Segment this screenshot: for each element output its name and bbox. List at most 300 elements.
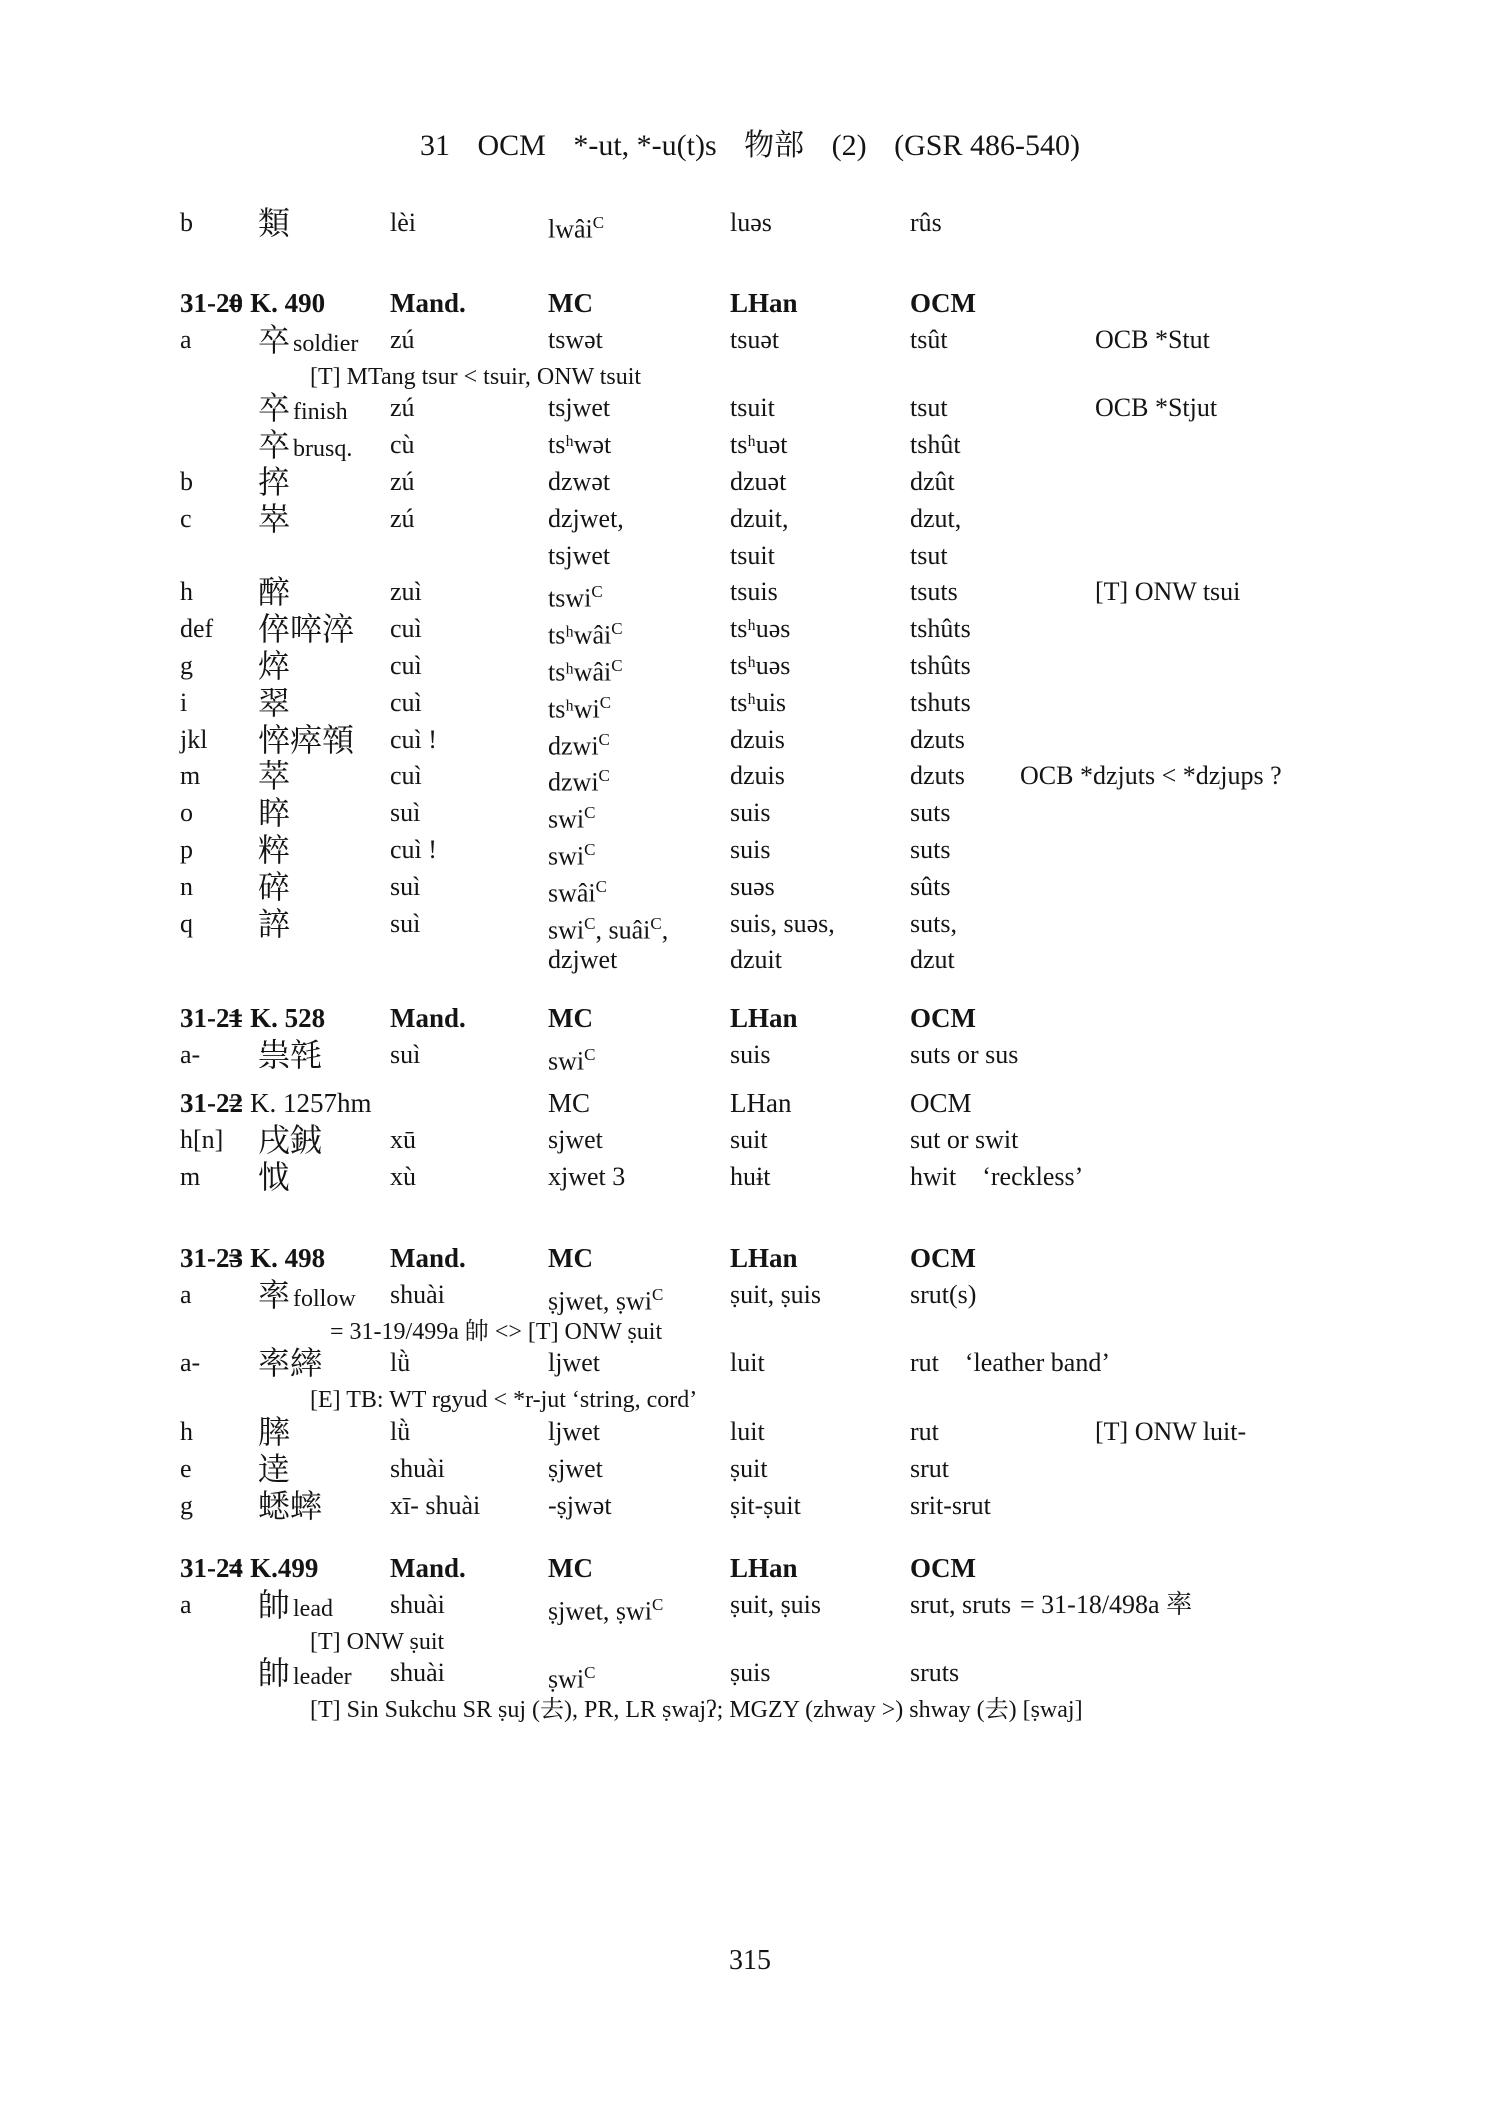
entry-mandarin: zú	[390, 324, 415, 354]
entry-row	[0, 1414, 1500, 1450]
entry-row	[0, 1692, 1500, 1722]
entry-ocm	[910, 795, 950, 831]
entry-key: i	[180, 687, 188, 717]
entry-key: c	[180, 503, 192, 533]
character-glyph: 碎	[258, 868, 291, 905]
entry-mandarin: suì	[390, 871, 421, 901]
entry-mandarin: suì	[390, 1039, 421, 1069]
entry-mandarin: shuài	[390, 1589, 445, 1619]
entry-comment: [T] MTang tsur < tsuir, ONW tsuit	[310, 363, 642, 390]
entry-lhan: tsuit	[730, 393, 775, 423]
entry-key: b	[180, 208, 193, 237]
entry-row	[0, 758, 1500, 798]
entry-mc: -ṣjwət	[548, 1490, 612, 1520]
col-mc: MC	[548, 1553, 593, 1583]
entry-row	[0, 1624, 1500, 1654]
character-glyph: 類	[258, 205, 291, 241]
ocm-form: srut(s)	[910, 1279, 977, 1309]
ocm-form: tshûts	[910, 651, 971, 680]
entry-note: [T] ONW tsui	[1095, 577, 1241, 607]
ocm-form: sut or swit	[910, 1124, 1019, 1154]
entry-lhan: dzuət	[730, 467, 787, 496]
entry-mandarin: shuài	[390, 1658, 445, 1688]
entry-lhan: dzuis	[730, 761, 785, 791]
ocm-form: tsût	[910, 324, 948, 354]
entry-row	[0, 464, 1500, 500]
character-glyph: 焠	[258, 648, 291, 684]
character-glyph: 卒	[258, 390, 291, 427]
entry-lhan: tsʰuəs	[730, 614, 791, 644]
entry-row	[0, 868, 1500, 908]
character-glyph: 戌銊	[258, 1121, 323, 1158]
entry-ocm	[910, 1451, 949, 1487]
entry-key: m	[180, 1161, 201, 1191]
entry-lhan: tsuit	[730, 540, 775, 570]
entry-row	[0, 684, 1500, 724]
entry-lhan: ṣuis	[730, 1658, 771, 1688]
entry-row	[0, 832, 1500, 871]
ocm-form: dzut	[910, 945, 955, 975]
entry-ocm	[910, 1037, 1018, 1073]
entry-mc: dzwət	[548, 467, 611, 496]
entry-character	[258, 1277, 356, 1317]
entry-row	[0, 1036, 1500, 1076]
entry-mc: ljwet	[548, 1348, 600, 1378]
ocm-gloss: ‘reckless’	[982, 1161, 1084, 1191]
karlgren-ref: = K. 528	[228, 1003, 326, 1033]
entry-character	[258, 1587, 333, 1627]
entry-lhan: luit	[730, 1417, 765, 1446]
entry-mc: ṣjwet, ṣwi$^C$	[548, 1284, 664, 1316]
karlgren-ref: = K. 498	[228, 1243, 326, 1273]
entry-comment: [E] TB: WT rgyud < *r-jut ‘string, cord’	[310, 1387, 698, 1414]
ocm-form: tshuts	[910, 687, 971, 717]
entry-key: o	[180, 798, 193, 828]
entry-note: = 31-18/498a 率	[1020, 1589, 1193, 1619]
entry-ocm	[910, 1587, 1011, 1623]
entry-mandarin: suì	[390, 908, 421, 938]
entry-row	[0, 721, 1500, 761]
entry-mandarin: suì	[390, 798, 421, 828]
entry-ocm	[910, 464, 955, 500]
entry-row	[0, 1382, 1500, 1412]
entry-mc: swi$^C$, suâi$^C$,	[548, 913, 669, 945]
entry-mc: lwâi$^C$	[548, 213, 605, 244]
entry-mandarin: shuài	[390, 1279, 445, 1309]
entry-ocm	[910, 1414, 939, 1450]
entry-ocm	[910, 1122, 1018, 1158]
entry-character	[258, 1122, 322, 1158]
col-ocm: OCM	[910, 1243, 976, 1273]
ocm-form: tsuts	[910, 577, 958, 607]
entry-ocm	[910, 1488, 991, 1524]
ocm-form: suts or sus	[910, 1039, 1019, 1069]
entry-key: b	[180, 467, 193, 496]
ocm-form: srut	[910, 1453, 949, 1483]
entry-mandarin: cuì	[390, 614, 422, 644]
section-number: 31-24	[180, 1553, 243, 1583]
col-lhan: LHan	[730, 1243, 798, 1273]
section-number: 31-22	[180, 1088, 243, 1118]
entry-key: a	[180, 324, 192, 354]
entry-mc: dzwi$^C$	[548, 766, 610, 798]
entry-row	[0, 1122, 1500, 1158]
character-glyph: 倅啐淬	[258, 611, 355, 648]
col-mc: MC	[548, 1088, 591, 1118]
entry-ocm	[910, 427, 961, 463]
col-mand: Mand.	[390, 1243, 466, 1273]
entry-ocm	[910, 906, 957, 942]
entry-row	[0, 538, 1500, 574]
entry-mc: tsjwet	[548, 393, 611, 423]
entry-mc: swi$^C$	[548, 840, 596, 871]
character-glyph: 萃	[258, 758, 291, 795]
ocm-form: sruts	[910, 1658, 960, 1688]
col-lhan: LHan	[730, 288, 798, 318]
entry-mandarin: zú	[390, 467, 415, 496]
entry-character	[258, 322, 358, 362]
entry-lhan: tsuət	[730, 324, 780, 354]
entry-row	[0, 574, 1500, 614]
entry-lhan: suis	[730, 798, 771, 828]
entry-character	[258, 1037, 322, 1073]
entry-ocm	[910, 1655, 959, 1691]
entry-mc: ṣjwet	[548, 1453, 603, 1483]
entry-ocm	[910, 832, 950, 868]
entry-mc: sjwet	[548, 1124, 603, 1154]
character-glyph: 率	[258, 1276, 291, 1313]
entry-key: h	[180, 577, 193, 607]
entry-mc: swi$^C$	[548, 803, 596, 834]
entry-character	[258, 611, 354, 647]
entry-mc: swi$^C$	[548, 1044, 596, 1076]
entry-key: jkl	[180, 724, 208, 754]
karlgren-ref: = K. 1257hm	[228, 1088, 372, 1118]
page-header	[0, 120, 1500, 164]
entry-lhan: dzuis	[730, 724, 785, 754]
entry-lhan: dzuit,	[730, 503, 789, 533]
entry-ocm	[910, 390, 948, 426]
entry-ocm	[910, 205, 942, 241]
entry-mc: tswi$^C$	[548, 582, 603, 614]
section-heading	[0, 1085, 1500, 1121]
entry-lhan: tsuis	[730, 577, 778, 607]
entry-mc: dzjwet	[548, 945, 618, 975]
entry-row	[0, 501, 1500, 537]
entry-mandarin: lǜ	[390, 1417, 411, 1446]
entry-lhan: dzuit	[730, 945, 782, 975]
entry-mandarin: shuài	[390, 1453, 445, 1483]
entry-lhan: tsʰuis	[730, 687, 787, 717]
col-ocm: OCM	[910, 288, 976, 318]
header-part: (2)	[831, 129, 867, 162]
entry-row	[0, 1655, 1500, 1695]
entry-mc: tsʰwət	[548, 430, 612, 460]
entry-key: n	[180, 871, 193, 901]
entry-lhan: ṣuit, ṣuis	[730, 1279, 822, 1309]
entry-key: e	[180, 1453, 192, 1483]
ocm-form: suts	[910, 835, 951, 864]
entry-character	[258, 1488, 322, 1524]
entry-key: h[n]	[180, 1124, 224, 1154]
ocm-form: srit-srut	[910, 1490, 991, 1520]
entry-key: a	[180, 1589, 192, 1619]
entry-key: g	[180, 651, 193, 680]
entry-character	[258, 685, 290, 721]
entry-key: a-	[180, 1039, 201, 1069]
header-rhyme-group: 物部	[744, 129, 805, 162]
entry-key: g	[180, 1490, 193, 1520]
entry-gloss: leader	[293, 1664, 352, 1691]
entry-character	[258, 1414, 290, 1450]
ocm-form: dzut,	[910, 503, 962, 533]
entry-mc: swâi$^C$	[548, 876, 608, 908]
character-glyph: 卒	[258, 427, 291, 464]
entry-gloss: lead	[293, 1595, 333, 1622]
section-number: 31-21	[180, 1003, 243, 1033]
header-chapter: 31	[420, 129, 450, 162]
entry-character	[258, 574, 290, 610]
header-finals: *-ut, *-u(t)s	[573, 129, 717, 162]
entry-mandarin: cuì !	[390, 835, 437, 864]
entry-row	[0, 390, 1500, 426]
character-glyph: 誶	[258, 905, 291, 942]
entry-character	[258, 869, 290, 905]
entry-lhan: tsʰuəs	[730, 651, 791, 680]
entry-mc: dzjwet,	[548, 503, 624, 533]
entry-mandarin: zuì	[390, 577, 422, 607]
entry-ocm	[910, 322, 948, 358]
entry-lhan: ṣit-ṣuit	[730, 1490, 801, 1520]
character-glyph: 粹	[258, 832, 291, 868]
entry-row	[0, 905, 1500, 945]
entry-mc: tswət	[548, 324, 603, 354]
col-mc: MC	[548, 288, 593, 318]
karlgren-ref: = K. 490	[228, 288, 326, 318]
entry-row	[0, 427, 1500, 463]
entry-mc: tsʰwâi$^C$	[548, 656, 623, 687]
entry-ocm	[910, 1277, 976, 1313]
character-glyph: 醉	[258, 574, 291, 611]
entry-lhan: luəs	[730, 208, 772, 237]
entry-ocm	[910, 648, 971, 684]
character-glyph: 悴瘁顇	[258, 721, 355, 758]
entry-ocm	[910, 1159, 1083, 1195]
character-glyph: 祟㲞	[258, 1036, 323, 1073]
entry-mc: ṣwi$^C$	[548, 1663, 596, 1695]
entry-character	[258, 1451, 290, 1487]
entry-row	[0, 1159, 1500, 1195]
entry-comment: [T] Sin Sukchu SR ṣuj (去), PR, LR ṣwajʔ; MGZY (zhway >) shway (去) [ṣwaj]	[310, 1697, 1083, 1724]
header-system: OCM	[477, 129, 546, 162]
section-heading	[0, 1000, 1500, 1036]
entry-row	[0, 205, 1500, 244]
col-lhan: LHan	[730, 1553, 798, 1583]
ocm-form: tshûts	[910, 614, 971, 644]
section-heading	[0, 1240, 1500, 1276]
entry-comment: = 31-19/499a 帥 <> [T] ONW ṣuit	[330, 1318, 663, 1345]
entry-mandarin: cuì	[390, 687, 422, 717]
entry-character	[258, 648, 290, 684]
section-number: 31-23	[180, 1243, 243, 1273]
ocm-form: srut, sruts	[910, 1589, 1012, 1619]
section-number: 31-20	[180, 288, 243, 318]
ocm-form: rut	[910, 1348, 939, 1378]
entry-note: OCB *Stut	[1095, 324, 1210, 354]
entry-character	[258, 722, 354, 758]
col-mand: Mand.	[390, 288, 466, 318]
entry-character	[258, 205, 290, 241]
character-glyph: 膟	[258, 1414, 291, 1450]
entry-character	[258, 906, 290, 942]
character-glyph: 怴	[258, 1158, 291, 1195]
entry-key: a	[180, 1279, 192, 1309]
character-glyph: 睟	[258, 795, 291, 832]
entry-ocm	[910, 611, 971, 647]
entry-mandarin: cuì !	[390, 724, 437, 754]
entry-mandarin: xù	[390, 1161, 416, 1191]
entry-lhan: suis	[730, 835, 771, 864]
entry-lhan: huɨt	[730, 1161, 771, 1191]
col-mc: MC	[548, 1243, 593, 1273]
ocm-form: rut	[910, 1417, 939, 1446]
entry-row	[0, 611, 1500, 650]
entry-mandarin: lèi	[390, 208, 416, 237]
entry-key: a-	[180, 1348, 201, 1378]
col-mc: MC	[548, 1003, 593, 1033]
entry-row	[0, 359, 1500, 389]
entry-gloss: follow	[293, 1285, 356, 1312]
entry-mc: tsʰwâi$^C$	[548, 619, 623, 650]
entry-ocm	[910, 869, 950, 905]
ocm-form: suts,	[910, 908, 957, 938]
entry-character	[258, 1655, 352, 1695]
entry-ocm	[910, 685, 971, 721]
entry-mc: tsjwet	[548, 540, 611, 570]
entry-key: m	[180, 761, 201, 791]
ocm-form: dzuts	[910, 761, 965, 791]
entry-mandarin: cuì	[390, 761, 422, 791]
entry-mandarin: zú	[390, 393, 415, 423]
entry-row	[0, 1276, 1500, 1316]
ocm-form: tshût	[910, 430, 961, 460]
character-glyph: 捽	[258, 464, 291, 500]
ocm-form: dzuts	[910, 724, 965, 754]
entry-row	[0, 1451, 1500, 1487]
character-glyph: 逹	[258, 1450, 291, 1487]
ocm-form: tsut	[910, 540, 948, 570]
entry-lhan: ṣuit	[730, 1453, 768, 1483]
entry-row	[0, 1488, 1500, 1524]
entry-gloss: brusq.	[293, 436, 353, 463]
entry-ocm	[910, 758, 965, 794]
entry-key: def	[180, 614, 214, 644]
entry-key: q	[180, 908, 193, 938]
entry-mc: tsʰwi$^C$	[548, 692, 612, 724]
entry-comment: [T] ONW ṣuit	[310, 1628, 445, 1655]
entry-character	[258, 832, 290, 868]
entry-lhan: suis, suəs,	[730, 908, 835, 938]
entry-mandarin: cù	[390, 430, 415, 460]
character-glyph: 崒	[258, 500, 291, 537]
entry-mandarin: xī- shuài	[390, 1490, 481, 1520]
col-lhan: LHan	[730, 1088, 792, 1118]
entry-row	[0, 1314, 1500, 1344]
entry-character	[258, 427, 352, 467]
character-glyph: 帥	[258, 1586, 291, 1623]
entry-ocm	[910, 722, 965, 758]
entry-mandarin: xū	[390, 1124, 416, 1154]
entry-character	[258, 464, 290, 500]
col-lhan: LHan	[730, 1003, 798, 1033]
character-glyph: 卒	[258, 321, 291, 358]
entry-character	[258, 390, 348, 430]
entry-row	[0, 795, 1500, 834]
character-glyph: 蟋蟀	[258, 1487, 323, 1524]
entry-key: h	[180, 1417, 193, 1446]
entry-gloss: finish	[293, 399, 348, 426]
entry-ocm	[910, 538, 948, 574]
entry-lhan: luit	[730, 1348, 765, 1378]
character-glyph: 翠	[258, 684, 291, 721]
entry-lhan: ṣuit, ṣuis	[730, 1589, 822, 1619]
entry-note: [T] ONW luit-	[1095, 1417, 1247, 1446]
col-mand: Mand.	[390, 1003, 466, 1033]
ocm-form: tsut	[910, 393, 948, 423]
entry-gloss: soldier	[293, 330, 359, 357]
entry-character	[258, 758, 290, 794]
entry-lhan: suis	[730, 1039, 771, 1069]
entry-mc: ljwet	[548, 1417, 600, 1446]
entry-row	[0, 648, 1500, 687]
entry-mc: ṣjwet, ṣwi$^C$	[548, 1594, 664, 1626]
entry-mc: dzwi$^C$	[548, 729, 610, 761]
section-heading	[0, 1550, 1500, 1586]
ocm-form: rûs	[910, 208, 942, 237]
entry-mandarin: cuì	[390, 651, 422, 680]
col-ocm: OCM	[910, 1553, 976, 1583]
entry-character	[258, 1159, 290, 1195]
entry-mandarin: zú	[390, 503, 415, 533]
entry-character	[258, 501, 290, 537]
entry-note: OCB *dzjuts < *dzjups ?	[1020, 761, 1282, 791]
entry-mandarin: lǜ	[390, 1348, 411, 1378]
entry-ocm	[910, 574, 958, 610]
col-mand: Mand.	[390, 1553, 466, 1583]
ocm-form: dzût	[910, 467, 955, 496]
ocm-form: sûts	[910, 871, 951, 901]
character-glyph: 率繂	[258, 1345, 323, 1382]
entry-row	[0, 1586, 1500, 1626]
entry-ocm	[910, 1345, 1110, 1381]
entry-lhan: tsʰuət	[730, 430, 788, 460]
ocm-form: hwit	[910, 1161, 957, 1191]
entry-lhan: suəs	[730, 871, 775, 901]
entry-row	[0, 942, 1500, 978]
col-ocm: OCM	[910, 1088, 972, 1118]
section-heading	[0, 285, 1500, 321]
header-gsr: (GSR 486-540)	[894, 129, 1080, 162]
entry-row	[0, 1345, 1500, 1381]
entry-row	[0, 322, 1500, 358]
entry-lhan: suit	[730, 1124, 768, 1154]
character-glyph: 帥	[258, 1655, 291, 1692]
entry-note: OCB *Stjut	[1095, 393, 1218, 423]
entry-mc: xjwet 3	[548, 1161, 626, 1191]
ocm-form: suts	[910, 798, 951, 828]
karlgren-ref: = K.499	[228, 1553, 319, 1583]
entry-ocm	[910, 501, 961, 537]
